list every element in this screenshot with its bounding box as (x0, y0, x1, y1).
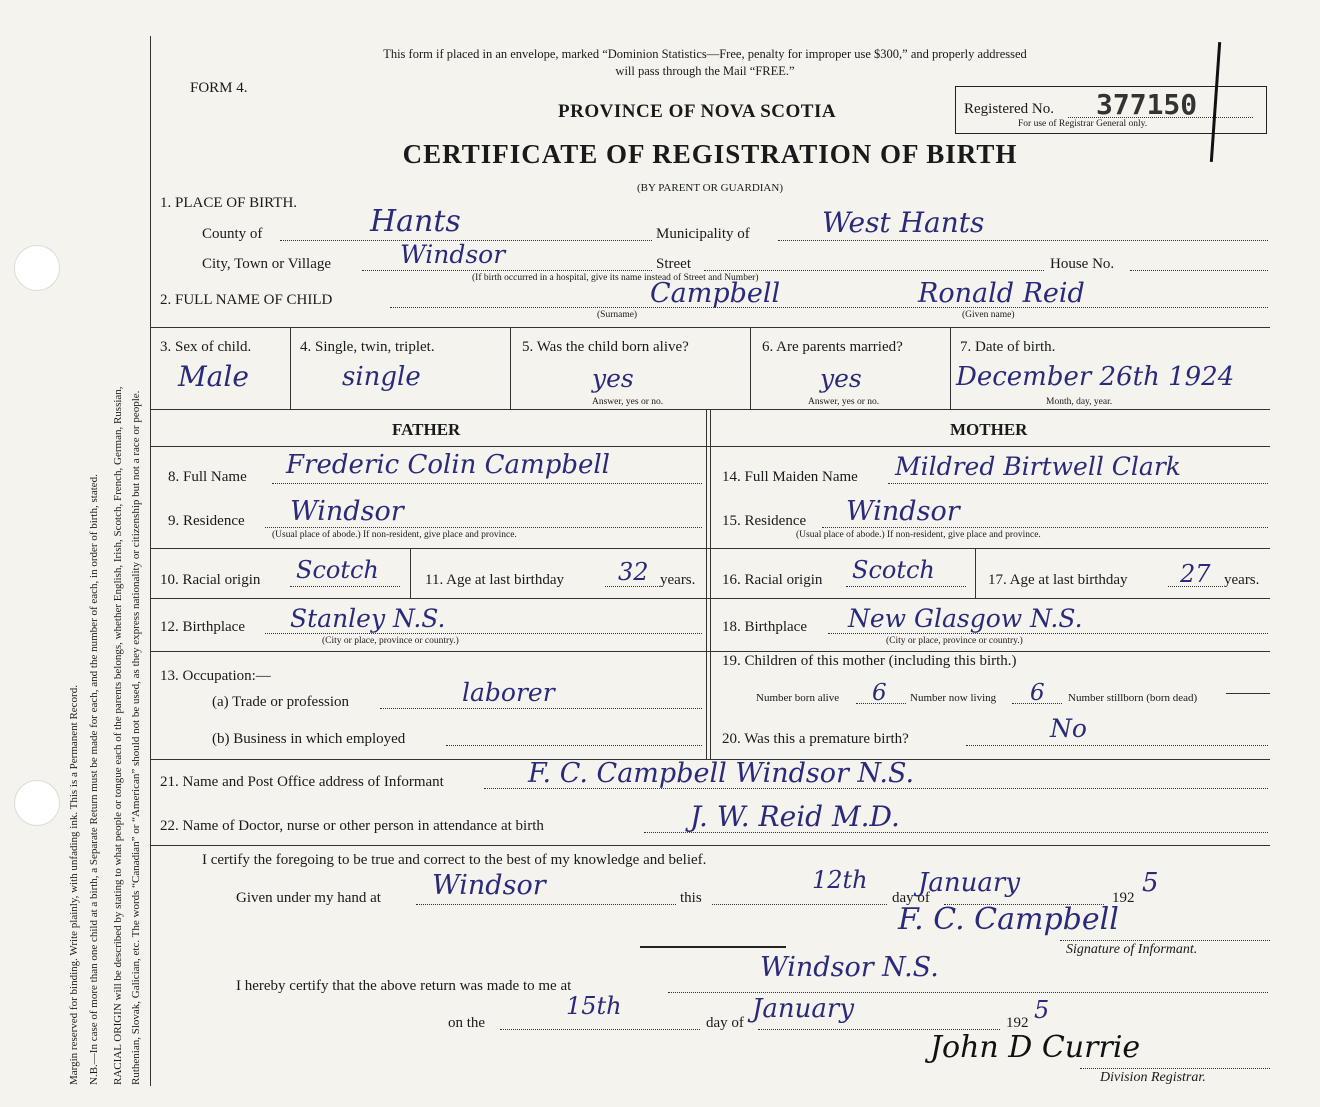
father-heading: FATHER (392, 420, 461, 439)
mother-birthplace-note: (City or place, province or country.) (886, 636, 1023, 646)
binding-hole-bottom (14, 780, 60, 826)
child-given-name: Ronald Reid (918, 278, 1085, 309)
premature-value: No (1050, 714, 1087, 743)
sex-value: Male (178, 360, 249, 393)
father-occupation-label: 13. Occupation:— (160, 668, 271, 684)
dob-note: Month, day, year. (1046, 397, 1113, 407)
margin-note-binding: Margin reserved for binding. Write plainly, with unfading ink. This is a Permanent Record. (68, 685, 80, 1085)
county-label: County of (202, 226, 263, 242)
father-trade-label: (a) Trade or profession (212, 694, 350, 710)
street-label: Street (656, 256, 691, 272)
mother-name-label: 14. Full Maiden Name (722, 469, 858, 485)
mother-racial-value: Scotch (852, 556, 935, 584)
child-name-label: 2. FULL NAME OF CHILD (160, 292, 333, 308)
father-birthplace-label: 12. Birthplace (160, 619, 245, 635)
registrar-statement: I hereby certify that the above return was made to me at (236, 978, 572, 994)
born-alive-note: Answer, yes or no. (592, 397, 664, 407)
mother-residence-value: Windsor (846, 496, 960, 527)
mother-birthplace-value: New Glasgow N.S. (848, 604, 1083, 633)
premature-label: 20. Was this a premature birth? (722, 731, 909, 747)
dob-value: December 26th 1924 (956, 362, 1235, 392)
dominion-note-2: will pass through the Mail “FREE.” (615, 64, 795, 78)
given-day-of-label: day of (892, 890, 930, 906)
father-age-value: 32 (618, 558, 649, 586)
doctor-label: 22. Name of Doctor, nurse or other person in attendance at birth (160, 818, 544, 834)
father-racial-value: Scotch (296, 556, 379, 584)
mother-age-label: 17. Age at last birthday (988, 572, 1128, 588)
father-business-label: (b) Business in which employed (212, 731, 406, 747)
married-note: Answer, yes or no. (808, 397, 880, 407)
father-racial-label: 10. Racial origin (160, 572, 261, 588)
father-trade-value: laborer (462, 678, 555, 707)
child-surname: Campbell (650, 278, 781, 309)
mother-heading: MOTHER (950, 420, 1028, 439)
given-this-label: this (680, 890, 702, 906)
registrar-day-of-label: day of (706, 1015, 744, 1031)
margin-note-nationality: Ruthenian, Slovak, Galician, etc. The words “Canadian” or “American” should not be used, as they express nationality or citizenship but not a race or people. (130, 390, 142, 1085)
mother-birthplace-label: 18. Birthplace (722, 619, 807, 635)
informant-value: F. C. Campbell Windsor N.S. (528, 758, 915, 789)
divider-short (640, 946, 786, 948)
born-alive-count: 6 (872, 680, 887, 706)
mother-name-value: Mildred Birtwell Clark (895, 452, 1181, 481)
certificate-subtitle: (BY PARENT OR GUARDIAN) (637, 182, 783, 194)
mother-years-label: years. (1224, 572, 1260, 588)
father-residence-note: (Usual place of abode.) If non-resident, give place and province. (272, 530, 517, 540)
given-place: Windsor (432, 870, 546, 901)
house-number-label: House No. (1050, 256, 1115, 272)
form-number: FORM 4. (190, 80, 248, 96)
father-years-label: years. (660, 572, 696, 588)
given-year-digit: 5 (1142, 868, 1159, 898)
born-alive-label: 5. Was the child born alive? (522, 339, 689, 355)
registrar-place: Windsor N.S. (760, 952, 939, 983)
certificate-title: CERTIFICATE OF REGISTRATION OF BIRTH (402, 139, 1018, 169)
stillborn-label: Number stillborn (born dead) (1068, 692, 1198, 704)
binding-hole-top (14, 245, 60, 291)
registrar-year-digit: 5 (1034, 996, 1050, 1024)
married-label: 6. Are parents married? (762, 339, 903, 355)
father-residence-label: 9. Residence (168, 513, 245, 529)
now-living-count: 6 (1030, 680, 1045, 706)
margin-note-racial-origin: RACIAL ORIGIN will be described by stating to what people or tongue each of the parents belongs, whether English, Irish, Scotch, French, German, Russian, (112, 386, 124, 1085)
on-the-label: on the (448, 1015, 486, 1031)
municipality-label: Municipality of (656, 226, 750, 242)
plurality-label: 4. Single, twin, triplet. (300, 339, 435, 355)
given-year-prefix: 192 (1112, 890, 1135, 906)
given-month: January (918, 868, 1021, 898)
dob-label: 7. Date of birth. (960, 339, 1056, 355)
city-value: Windsor (400, 240, 506, 269)
mother-age-value: 27 (1180, 560, 1211, 588)
registered-label: Registered No. (964, 101, 1054, 117)
given-under-label: Given under my hand at (236, 890, 381, 906)
informant-label: 21. Name and Post Office address of Informant (160, 774, 444, 790)
dominion-note-1: This form if placed in an envelope, marked “Dominion Statistics—Free, penalty for improper use $300,” and properly addressed (383, 47, 1027, 61)
given-name-note: (Given name) (962, 310, 1015, 320)
mother-residence-note: (Usual place of abode.) If non-resident, give place and province. (796, 530, 1041, 540)
children-label: 19. Children of this mother (including this birth.) (722, 653, 1017, 669)
municipality-value: West Hants (822, 206, 985, 239)
registrar-month: January (752, 994, 855, 1024)
registered-number: 377150 (1096, 88, 1198, 121)
city-label: City, Town or Village (202, 256, 332, 272)
province-heading: PROVINCE OF NOVA SCOTIA (558, 101, 837, 122)
born-alive-value: yes (592, 364, 634, 393)
married-value: yes (820, 364, 862, 393)
hospital-note: (If birth occurred in a hospital, give its name instead of Street and Number) (472, 273, 759, 283)
sex-label: 3. Sex of child. (160, 339, 252, 355)
county-value: Hants (370, 204, 461, 239)
registered-box (955, 86, 1267, 134)
registrar-signature: John D Currie (930, 1030, 1141, 1065)
given-day: 12th (812, 866, 868, 894)
registrar-day: 15th (566, 992, 622, 1020)
surname-note: (Surname) (597, 310, 638, 320)
father-birthplace-note: (City or place, province or country.) (322, 636, 459, 646)
father-name-value: Frederic Colin Campbell (286, 450, 610, 480)
doctor-value: J. W. Reid M.D. (690, 800, 900, 833)
father-birthplace-value: Stanley N.S. (290, 604, 446, 633)
now-living-label: Number now living (910, 692, 997, 704)
informant-signature: F. C. Campbell (898, 902, 1119, 937)
plurality-value: single (342, 362, 421, 392)
father-residence-value: Windsor (290, 496, 404, 527)
registrar-signature-label: Division Registrar. (1100, 1070, 1206, 1085)
certify-statement: I certify the foregoing to be true and correct to the best of my knowledge and belief. (202, 852, 707, 868)
father-age-label: 11. Age at last birthday (425, 572, 564, 588)
margin-note-multiple-births: N.B.—In case of more than one child at a birth, a Separate Return must be made for each, and the number of each, in order of birth, stated. (88, 474, 100, 1085)
father-name-label: 8. Full Name (168, 469, 247, 485)
registrar-year-prefix: 192 (1006, 1015, 1029, 1031)
place-of-birth-label: 1. PLACE OF BIRTH. (160, 195, 298, 211)
born-alive-count-label: Number born alive (756, 692, 840, 704)
informant-signature-label: Signature of Informant. (1066, 942, 1198, 957)
mother-racial-label: 16. Racial origin (722, 572, 823, 588)
mother-residence-label: 15. Residence (722, 513, 807, 529)
registrar-note: For use of Registrar General only. (1018, 119, 1148, 129)
